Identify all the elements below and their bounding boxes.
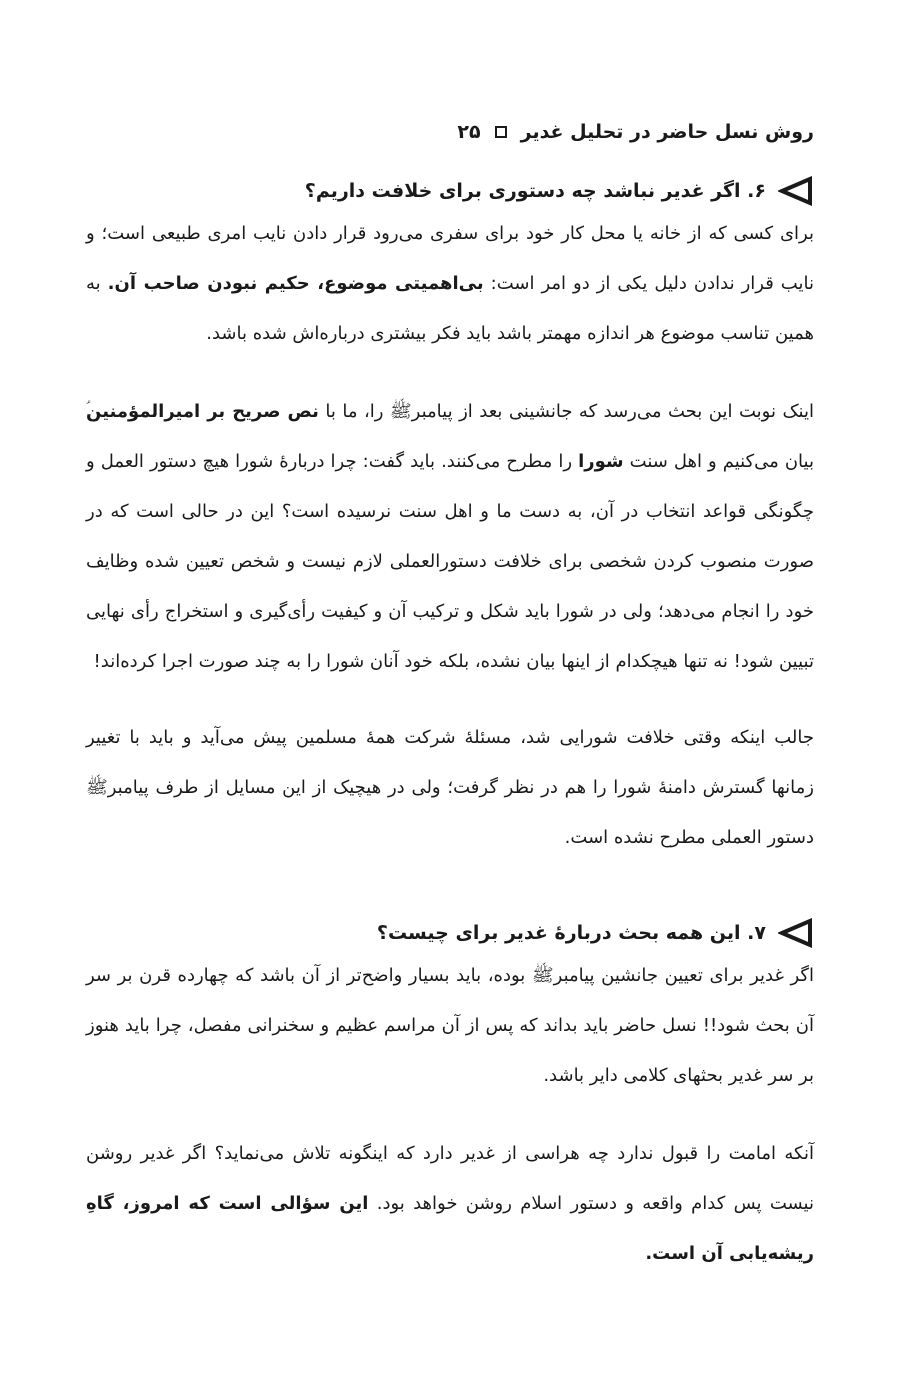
running-header xyxy=(86,112,814,152)
triangle-bullet-icon xyxy=(778,176,814,206)
bold-phrase: شورا xyxy=(578,451,624,472)
bold-phrase: نص صریح بر امیرالمؤمنین xyxy=(86,401,319,422)
paragraph-text: را مطرح می‌کنند. باید گفت: چرا دربارۀ شورا هیچ دستور العمل و چگونگی قواعد انتخاب در آن، به دست ما و اهل سنت نرسیده است؟ این در حالی است که در صورت منصوب کردن شخصی برای خلافت دستورالعملی لازم نیست و شخص تعیین شده وظایف خود را انجام می‌دهد؛ ولی در شورا باید شکل و ترکیب آن و کیفیت رأی‌گیری و استخراج رأی نهایی تبیین شود! نه تنها هیچکدام از اینها بیان نشده، بلکه خود آنان شورا را به چند صورت اجرا کرده‌اند! xyxy=(86,451,814,672)
paragraph xyxy=(86,209,814,359)
page-number: ۲۵ xyxy=(457,121,481,143)
page-body xyxy=(86,165,814,1279)
paragraph xyxy=(86,1129,814,1279)
paragraph xyxy=(86,951,814,1101)
bold-phrase: این سؤالی است که امروز، گاهِ ریشه‌یابی آن است. xyxy=(86,1193,814,1264)
bold-phrase: بی‌اهمیتی موضوع، حکیم نبودن صاحب آن. xyxy=(107,273,484,294)
paragraph-text: اینک نوبت این بحث می‌رسد که جانشینی بعد از پیامبرﷺ را، ما با xyxy=(318,401,814,422)
section-heading-6-text: ۶. اگر غدیر نباشد چه دستوری برای خلافت داریم؟ xyxy=(304,180,766,202)
paragraph-text: جالب اینکه وقتی خلافت شورایی شد، مسئلۀ شرکت همۀ مسلمین پیش می‌آید و باید با تغییر زمانها گسترش دامنۀ شورا را هم در نظر گرفت؛ ولی در هیچیک از این مسایل از طرف پیامبرﷺ دستور العملی مطرح نشده است. xyxy=(86,727,814,848)
triangle-bullet-icon xyxy=(778,918,814,948)
paragraph-text: آنکه امامت را قبول ندارد چه هراسی از غدیر دارد که اینگونه تلاش می‌نماید؟ اگر غدیر روشن نیست پس کدام واقعه و دستور اسلام روشن خواهد بود. xyxy=(86,1143,814,1214)
paragraph xyxy=(86,713,814,863)
paragraph-text: برای کسی که از خانه یا محل کار خود برای سفری می‌رود قرار دادن نایب امری طبیعی است؛ و نایب قرار ندادن دلیل یکی از دو امر است: xyxy=(86,223,814,294)
paragraph-text: بیان می‌کنیم و اهل سنت xyxy=(629,451,814,472)
paragraph-text: به همین تناسب موضوع هر اندازه مهمتر باشد باید فکر بیشتری درباره‌اش شده باشد. xyxy=(86,273,814,344)
separator-square-icon xyxy=(495,126,507,138)
paragraph-text: اگر غدیر برای تعیین جانشین پیامبرﷺ بوده، باید بسیار واضح‌تر از آن باشد که چهارده قرن بر سر آن بحث شود!! نسل حاضر باید بداند که پس از آن مراسم عظیم و سخنرانی مفصل، چرا باید هنوز بر سر غدیر بحثهای کلامی دایر باشد. xyxy=(86,965,814,1086)
running-title: روش نسل حاضر در تحلیل غدیر xyxy=(520,121,814,143)
paragraph xyxy=(86,387,814,687)
section-heading-7-text: ۷. این همه بحث دربارۀ غدیر برای چیست؟ xyxy=(376,922,766,944)
